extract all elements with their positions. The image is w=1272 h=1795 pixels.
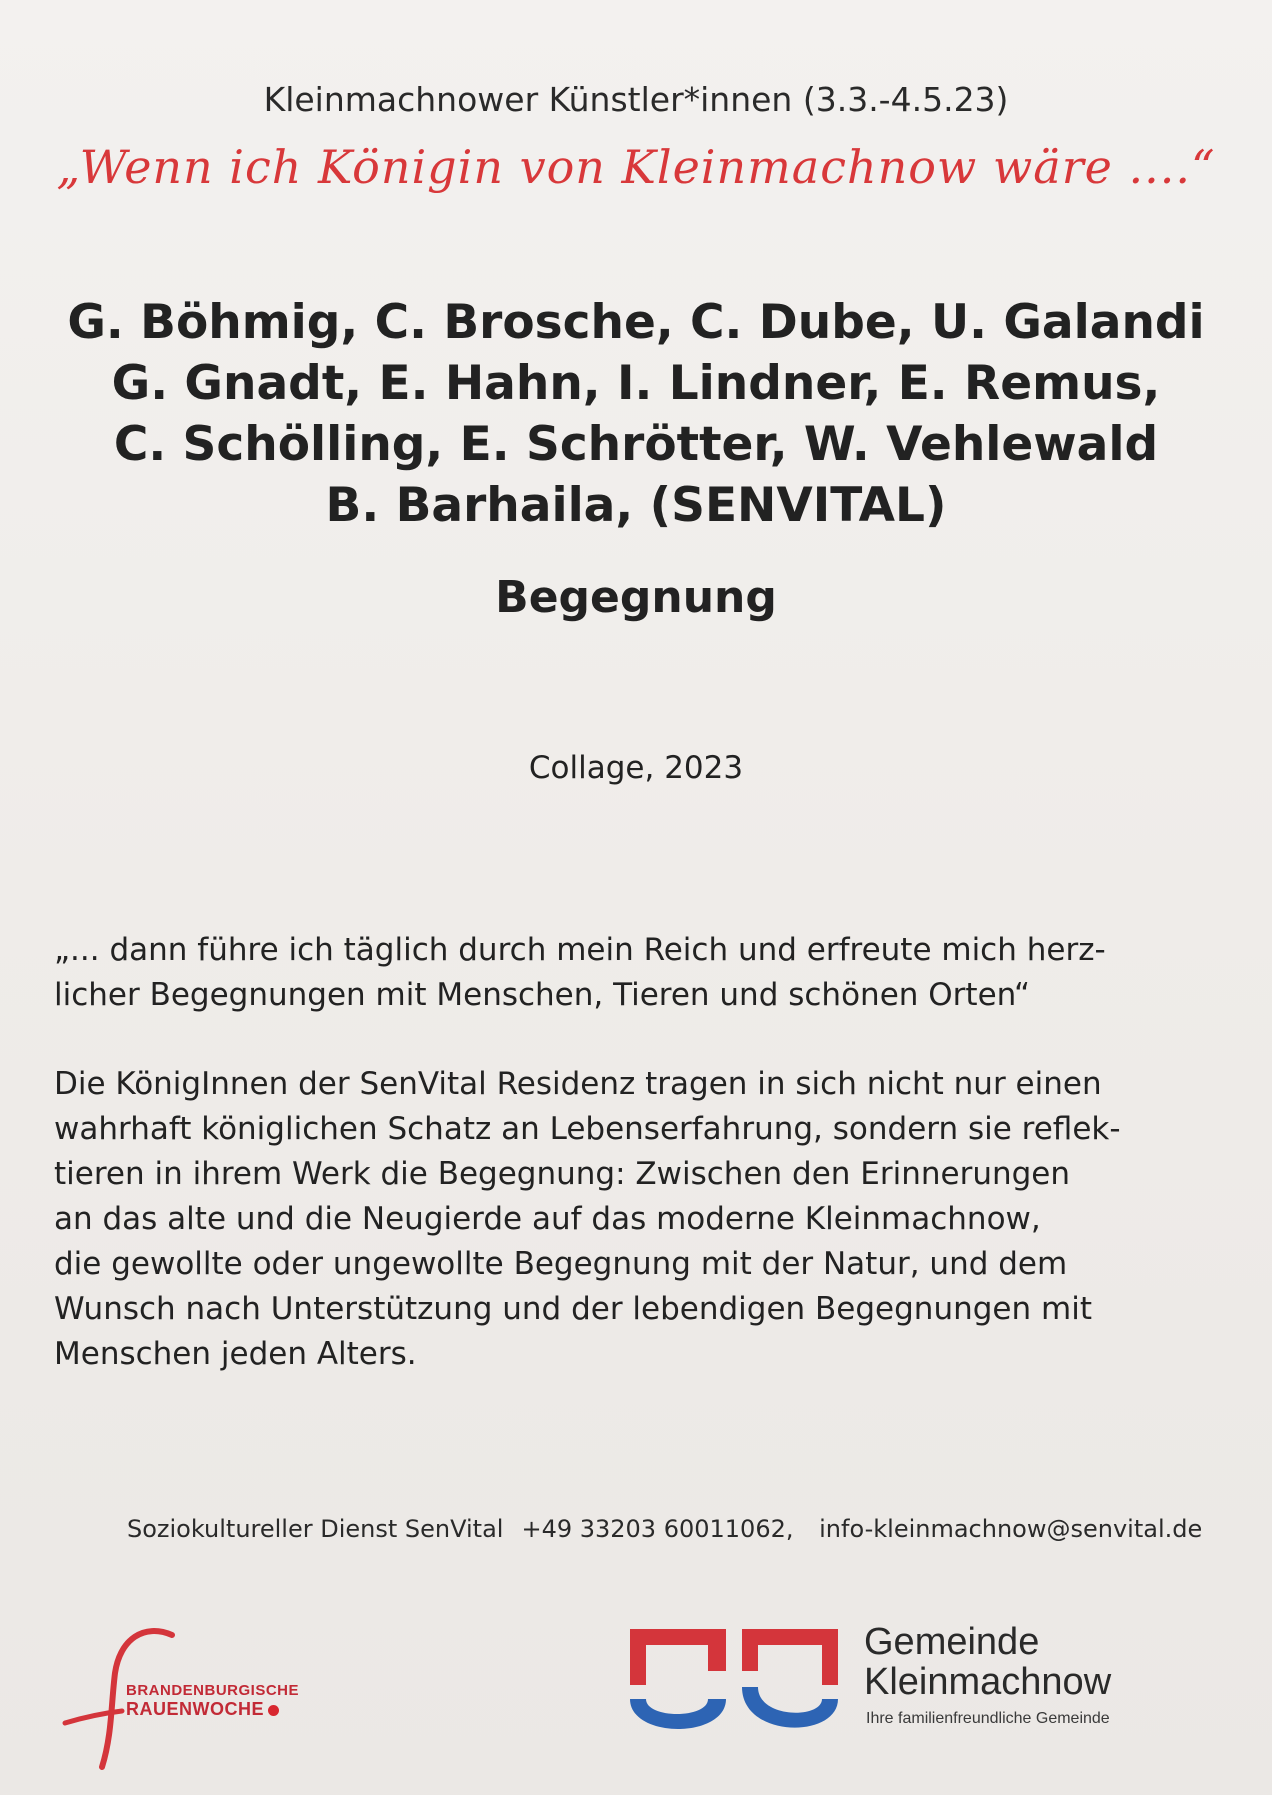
kleinmachnow-coat-icon <box>628 1627 848 1745</box>
description-line: an das alte und die Neugierde auf das moderne Kleinmachnow, <box>54 1201 1041 1237</box>
description-line: wahrhaft königlichen Schatz an Lebenserfahrung, sondern sie reflek- <box>54 1111 1121 1147</box>
gemeinde-line-1: Gemeinde <box>864 1621 1040 1663</box>
description-line: Menschen jeden Alters. <box>54 1336 417 1372</box>
artist-list <box>0 292 1272 536</box>
gemeinde-tagline: Ihre familienfreundliche Gemeinde <box>866 1710 1110 1727</box>
quote-line: licher Begegnungen mit Menschen, Tieren und schönen Orten“ <box>54 977 1031 1013</box>
artist-line: C. Schölling, E. Schrötter, W. Vehlewald <box>113 417 1159 472</box>
gemeinde-wordmark <box>864 1622 1111 1702</box>
gemeinde-kleinmachnow-logo <box>628 1622 1228 1752</box>
quote-line: „... dann führe ich täglich durch mein Reich und erfreute mich herz- <box>54 932 1106 968</box>
artist-line: B. Barhaila, (SENVITAL) <box>325 478 947 533</box>
artist-line: G. Gnadt, E. Hahn, I. Lindner, E. Remus, <box>111 356 1161 411</box>
dot-icon <box>268 1705 279 1716</box>
exhibition-motto: „Wenn ich Königin von Kleinmachnow wäre ....“ <box>56 140 1216 194</box>
work-medium: Collage, 2023 <box>528 750 744 786</box>
frauenwoche-wordmark <box>126 1681 299 1719</box>
artist-line: G. Böhmig, C. Brosche, C. Dube, U. Galandi <box>67 295 1205 350</box>
frauenwoche-line-1: BRANDENBURGISCHE <box>126 1682 300 1699</box>
quote-paragraph <box>54 928 1224 1018</box>
description-line: Wunsch nach Unterstützung und der lebendigen Begegnungen mit <box>54 1291 1092 1327</box>
contact-org: Soziokultureller Dienst SenVital <box>127 1515 504 1543</box>
contact-line <box>127 1515 1202 1543</box>
exhibition-subtitle: Kleinmachnower Künstler*innen (3.3.-4.5.23) <box>263 80 1009 119</box>
description-line: die gewollte oder ungewollte Begegnung mit der Natur, und dem <box>54 1246 1068 1282</box>
contact-phone: +49 33203 60011062, <box>521 1515 794 1543</box>
description-line: Die KönigInnen der SenVital Residenz tragen in sich nicht nur einen <box>54 1066 1102 1102</box>
frauenwoche-line-2: RAUENWOCHE <box>126 1699 264 1719</box>
brandenburgische-frauenwoche-logo <box>60 1625 360 1775</box>
contact-email: info-kleinmachnow@senvital.de <box>819 1515 1203 1543</box>
description-line: tieren in ihrem Werk die Begegnung: Zwischen den Erinnerungen <box>54 1156 1071 1192</box>
gemeinde-line-2: Kleinmachnow <box>864 1661 1112 1703</box>
description-paragraph <box>54 1062 1224 1377</box>
work-title: Begegnung <box>495 572 777 623</box>
